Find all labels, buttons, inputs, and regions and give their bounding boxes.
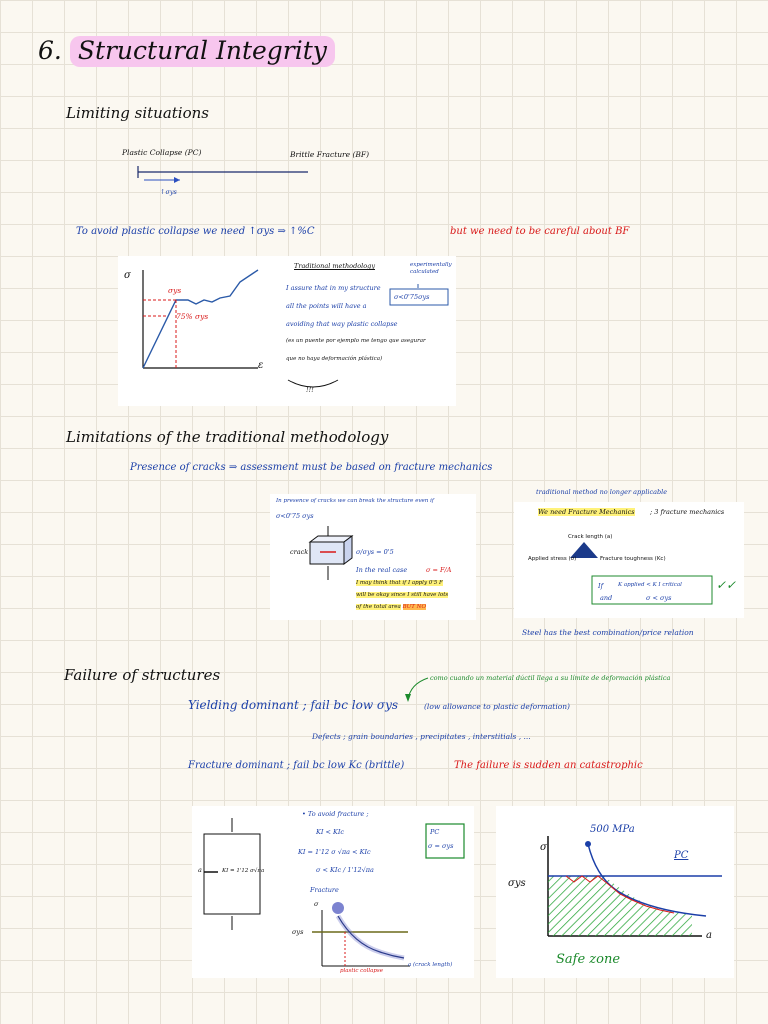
formula-f-a: σ = F/A (426, 566, 452, 574)
note-green-ductil: como cuando un material dúctil llega a su límite de deformación plástica (430, 674, 671, 682)
note-presence-cracks: Presence of cracks ⇒ assessment must be based on fracture mechanics (130, 462, 493, 473)
section-title-text: Structural Integrity (70, 36, 335, 67)
trad-line-4: (es un puente por ejemplo me tengo que asegurar (286, 338, 426, 344)
axis-epsilon: ε (258, 360, 264, 371)
crack-line-1: In presence of cracks we can break the structure even if (276, 498, 434, 504)
label-up-sigma-ys: ↑σys (160, 188, 177, 196)
hl-line-2: will be okay since I still have lots (356, 592, 449, 598)
fracture-mech-card (514, 502, 744, 618)
trad-line-1: I assure that in my structure (286, 284, 381, 292)
note-careful-bf: but we need to be careful about BF (450, 226, 630, 237)
label-75-sigma-ys: 75% σys (176, 312, 209, 321)
cond-ki: KI < KIc (316, 828, 345, 836)
heading-limitations: Limitations of the traditional methodology (66, 428, 389, 446)
limiting-diagram (118, 140, 370, 202)
sigma-ys-label: σys (508, 878, 526, 889)
yielding-dominant: Yielding dominant ; fail bc low σys (188, 698, 399, 712)
mpa-label: 500 MPa (590, 824, 635, 835)
label-plastic-collapse: Plastic Collapse (PC) (122, 148, 202, 157)
need-fm-label: We need Fracture Mechanics (538, 508, 635, 516)
fracture-avoid-card (192, 806, 474, 978)
trad-exclaim: !!! (306, 386, 314, 394)
applied-stress-label: Applied stress (σ) (528, 556, 577, 562)
defects-line: Defects ; grain boundaries , precipitates , interstitials , ... (312, 732, 531, 741)
real-case-label: In the real case (356, 566, 408, 574)
label-brittle-fracture: Brittle Fracture (BF) (290, 150, 370, 159)
trad-line-3: avoiding that way plastic collapse (286, 320, 398, 328)
label-sigma-ys: σys (168, 286, 182, 295)
crack-label: crack (290, 548, 309, 556)
fracture-label: Fracture (310, 886, 339, 894)
three-factors-label: ; 3 fracture mechanics (650, 508, 725, 516)
condition-k-applied: K applied < K I critical (618, 582, 682, 588)
limiting-line-graphic (118, 140, 338, 202)
safe-zone-label: Safe zone (556, 952, 621, 967)
cracked-block-graphic (270, 494, 476, 620)
condition-sigma: σ < σys (646, 594, 672, 602)
pc-box-title: PC (430, 828, 440, 836)
pc-label: PC (674, 850, 689, 861)
note-steel: Steel has the best combination/price relation (522, 628, 694, 637)
sigma-line: σ < KIc / 1'12√πa (316, 866, 374, 874)
heading-limiting-situations: Limiting situations (66, 104, 209, 122)
section-title (38, 36, 335, 65)
stress-strain-graph (118, 256, 456, 406)
and-label: and (600, 594, 613, 602)
sigma-axis-label: σ (314, 900, 319, 908)
section-number: 6. (38, 36, 62, 65)
pc-box-cond: σ = σys (428, 842, 454, 850)
crack-length-label: Crack length (a) (568, 534, 613, 540)
but-no-label: BUT NO (402, 604, 426, 610)
trad-line-2: all the points will have a (286, 302, 367, 310)
a-label-left: a (198, 866, 202, 874)
trad-boxed-condition: σ<0'75σys (394, 293, 430, 301)
fracture-dominant: Fracture dominant ; fail bc low Kc (brittle) (188, 760, 405, 771)
fracture-red-note: The failure is sudden an catastrophic (454, 760, 643, 771)
avoid-fracture: • To avoid fracture ; (302, 810, 369, 818)
if-label: If (598, 582, 603, 590)
plate-formula: KI = 1'12 σ√πa (222, 868, 265, 874)
crack-line-2: σ<0'75 σys (276, 512, 314, 520)
sigma-label: σ (540, 842, 547, 853)
hl-line-3: of the total area (356, 604, 401, 610)
safe-zone-card (496, 806, 734, 978)
note-experimentally: experimentally calculated (410, 262, 452, 275)
crack-length-axis: a (crack length) (408, 962, 453, 968)
yielding-paren: (low allowance to plastic deformation) (424, 702, 570, 711)
ratio-label: σ/σys = 0'5 (356, 548, 394, 556)
plastic-collapse-label: plastic collapse (340, 968, 383, 974)
check-marks: ✓✓ (716, 578, 737, 592)
hl-line-1: I may think that if I apply 0'5 F (356, 580, 443, 586)
ki-line: KI = 1'12 σ √πa < KIc (298, 848, 371, 856)
sigma-ys-axis-label: σys (292, 928, 304, 936)
crack-card (270, 494, 476, 620)
note-avoid-plastic-collapse: To avoid plastic collapse we need ↑σys ⇒ ↑%C (76, 226, 315, 237)
stress-strain-card (118, 256, 456, 406)
a-label-right: a (706, 930, 712, 941)
heading-failure: Failure of structures (64, 666, 221, 684)
trad-line-5: que no haya deformación plástica) (286, 356, 383, 362)
axis-sigma: σ (124, 270, 131, 281)
toughness-label: Fracture toughness (Kc) (600, 556, 666, 562)
box-title-traditional: Traditional methodology (294, 262, 375, 270)
note-trad-no-longer: traditional method no longer applicable (536, 488, 668, 496)
